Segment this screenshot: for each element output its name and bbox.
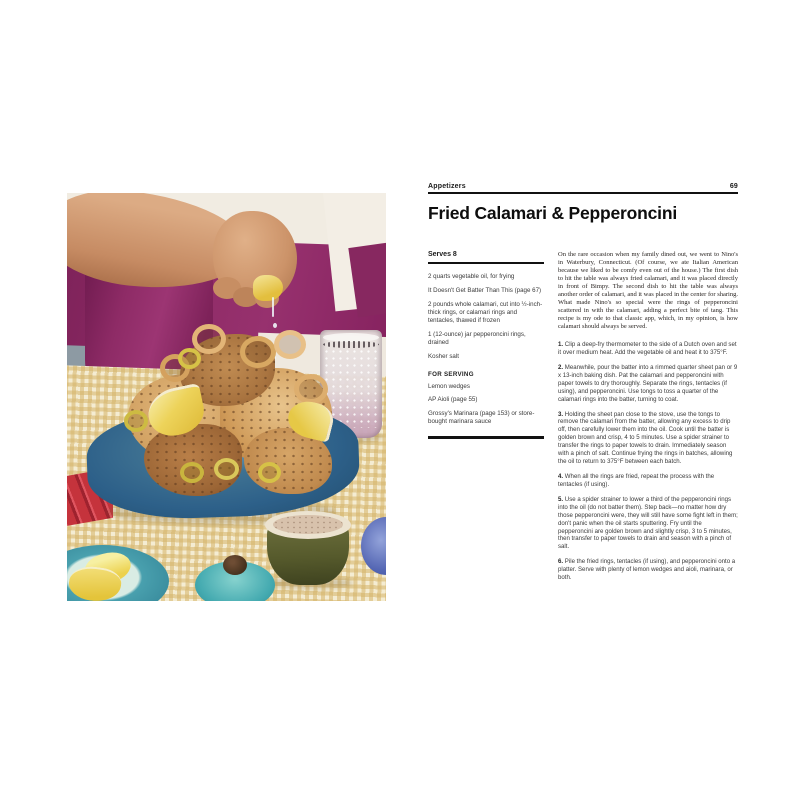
ingredient-item: 2 pounds whole calamari, cut into ½-inch-thick rings, or calamari rings and tentacles, thawed if frozen	[428, 300, 543, 324]
serving-item: AP Aioli (page 55)	[428, 396, 478, 404]
ingredient-item: 1 (12-ounce) jar pepperoncini rings, drained	[428, 330, 526, 346]
serving-item: Grossy's Marinara (page 153) or store-bought marinara sauce	[428, 410, 535, 426]
pepperoncini-ring	[258, 462, 281, 483]
pepperoncini-ring	[178, 348, 201, 369]
for-serving-label: FOR SERVING	[428, 370, 474, 378]
step-number: 2.	[558, 363, 564, 371]
ingredients-end-rule	[428, 436, 544, 439]
serves-rule	[428, 262, 544, 265]
calamari-ring	[274, 330, 306, 359]
juice-drop	[273, 323, 277, 328]
step	[558, 558, 738, 582]
step-number: 3.	[558, 410, 564, 418]
step	[558, 364, 738, 404]
step	[558, 341, 738, 357]
serving-item: Lemon wedges	[428, 382, 470, 390]
running-header	[428, 183, 738, 190]
ingredient-item: Kosher salt	[428, 352, 459, 360]
step-text: Holding the sheet pan close to the stove, use the tongs to remove the calamari from the batter, allowing any excess to drip off, then carefully lower them into the oil. Cook until the batter is golden brown and crisp, 4 to 5 minutes. Use a spider strainer to transfer the rings to paper towels to drain. Immediately season with a pinch of salt. Continue frying the rings in batches, allowing the oil to return to 375°F between each batch.	[558, 410, 733, 466]
jar-lid-knob	[223, 555, 247, 575]
recipe-title: Fried Calamari & Pepperoncini	[428, 202, 677, 223]
calamari-ring	[294, 374, 328, 404]
pepperoncini-ring	[124, 410, 148, 432]
step	[558, 496, 738, 551]
ingredient-item: It Doesn't Get Batter Than This (page 67)	[428, 286, 542, 294]
serves-label: Serves 8	[428, 250, 457, 258]
step-text: Clip a deep-fry thermometer to the side of a Dutch oven and set it over medium heat. Add the vegetable oil and heat it to 375°F.	[558, 341, 737, 356]
step-number: 1.	[558, 341, 564, 349]
step-number: 5.	[558, 495, 564, 503]
ingredients-column	[428, 251, 544, 589]
header-rule	[428, 192, 738, 194]
method-column	[558, 251, 738, 589]
step-text: Meanwhile, pour the batter into a rimmed quarter sheet pan or 9 x 13-inch baking dish. Pat the calamari and pepperoncini with paper towels to dry thoroughly. Separate the rings, tentacles (if using), and pepperoncini. Use tongs to toss a quarter of the calamari rings into the batter, turning to coat.	[558, 363, 738, 403]
fried-calamari-pile	[122, 336, 340, 506]
pepperoncini-ring	[214, 458, 239, 480]
recipe-intro: On the rare occasion when my family dined out, we went to Nino's in Waterbury, Connecticut. (Of course, we ate Italian American because we liked to be comfy even out of the house.) The first dish to hit the table was always fried calamari, and it was placed directly in front of Bimpy. The second dish to hit the table was always another order of calamari, and it was placed in the center for sharing. What made Nino's so special were the rings of pepperoncini scattered in with the calamari, adding a perfect bite of tang. This recipe is my ode to that classic app, which, in my opinion, is how calamari should always be served.	[558, 250, 738, 331]
step-text: Pile the fried rings, tentacles (if using), and pepperoncini onto a platter. Serve with plenty of lemon wedges and aioli, marinara, or both.	[558, 558, 736, 582]
calamari-ring	[192, 324, 226, 354]
step-text: Use a spider strainer to lower a third of the pepperoncini rings into the oil (do not batter them). Step back—no matter how dry those pepperoncini were, they will still have some fight left in them; don't panic when the oil starts sputtering. Fry until the pepperoncini are golden brown and slightly crisp, 3 to 5 minutes, then transfer to paper towels to drain and season with a pinch of salt.	[558, 495, 738, 551]
step-number: 6.	[558, 558, 564, 566]
page-number: 69	[729, 183, 738, 190]
food-photo	[67, 193, 386, 601]
ingredient-item: 2 quarts vegetable oil, for frying	[428, 273, 515, 281]
step	[558, 473, 738, 489]
recipe-page	[428, 183, 738, 589]
method-steps	[558, 341, 738, 582]
calamari-ring	[240, 336, 276, 368]
recipe-columns	[428, 251, 738, 589]
step-text: When all the rings are fried, repeat the process with the tentacles (if using).	[558, 472, 715, 488]
step-number: 4.	[558, 472, 564, 480]
aioli-sauce	[273, 515, 343, 534]
juice-drip-stream	[272, 297, 274, 317]
pepperoncini-ring	[180, 462, 204, 483]
step	[558, 411, 738, 466]
section-label: Appetizers	[428, 183, 466, 190]
